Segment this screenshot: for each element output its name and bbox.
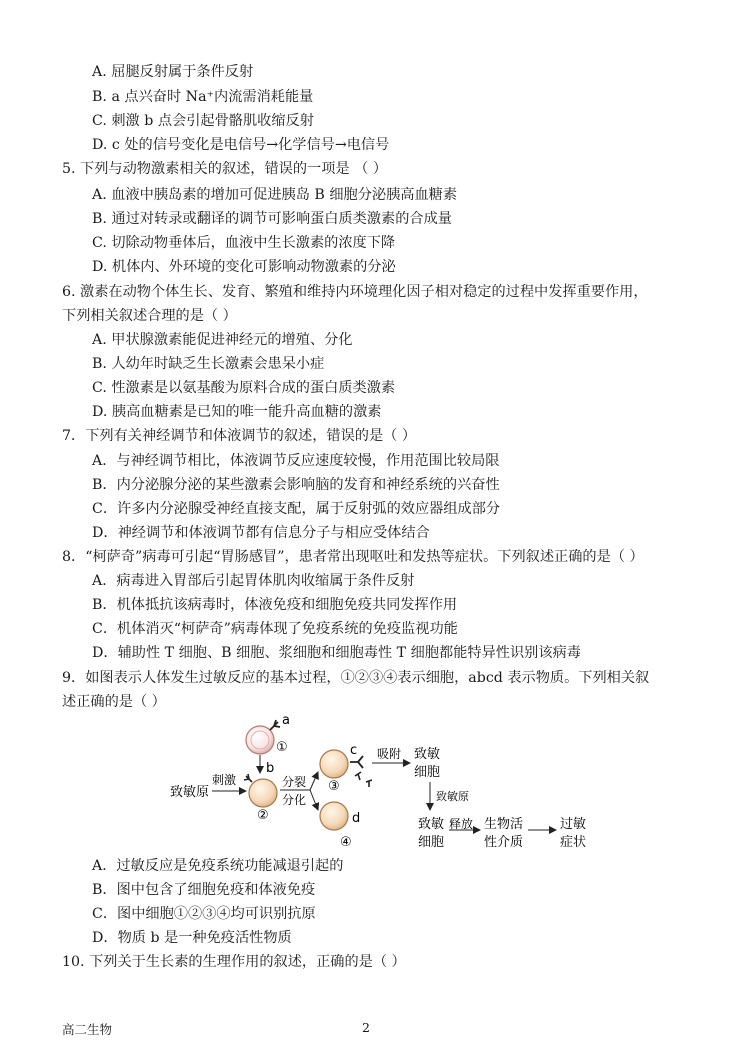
receptor-a-icon [270,720,280,730]
allergen-2-label: 致敏原 [436,790,469,803]
label-c: c [350,743,358,758]
q6-option-d: D. 胰高血糖素是已知的唯一能升高血糖的激素 [92,404,382,420]
q7-stem: 7．下列有关神经调节和体液调节的叙述，错误的是（ ） [62,428,417,444]
q8-option-c: C．机体消灭“柯萨奇”病毒体现了免疫系统的免疫监视功能 [92,621,458,637]
divide-label: 分裂 [282,775,307,789]
q6-option-a: A. 甲状腺激素能促进神经元的增殖、分化 [92,332,353,348]
q8-option-b: B．机体抵抗该病毒时，体液免疫和细胞免疫共同发挥作用 [92,597,458,613]
footer-page-number: 2 [362,1020,370,1035]
q5-stem: 5. 下列与动物激素相关的叙述，错误的一项是 （ ） [62,161,388,177]
q5-option-a: A. 血液中胰岛素的增加可促进胰岛 B 细胞分泌胰高血糖素 [92,187,458,203]
antibody-free-icon [355,772,372,787]
q7-option-d: D．神经调节和体液调节都有信息分子与相应受体结合 [92,525,430,541]
q9-option-a: A．过敏反应是免疫系统功能减退引起的 [92,858,344,874]
q5-option-c: C. 切除动物垂体后，血液中生长激素的浓度下降 [92,235,396,251]
q4-option-d: D. c 处的信号变化是电信号→化学信号→电信号 [92,137,390,153]
q9-stem-line2: 述正确的是（ ） [62,694,166,710]
label-d: d [352,811,361,826]
q4-option-c: C. 刺激 b 点会引起骨骼肌收缩反射 [92,113,314,129]
q8-option-d: D．辅助性 T 细胞、B 细胞、浆细胞和细胞毒性 T 细胞都能特异性识别该病毒 [92,645,581,661]
stimulate-label: 刺激 [212,773,237,787]
label-a: a [282,713,290,728]
sensitized-cell-b-line1: 致敏 [418,817,445,832]
adsorb-label: 吸附 [377,747,402,761]
sensitized-cell-line1: 致敏 [414,747,441,762]
cell-3 [320,750,348,778]
q5-option-b: B. 通过对转录或翻译的调节可影响蛋白质类激素的合成量 [92,211,452,227]
q5-option-d: D. 机体内、外环境的变化可影响动物激素的分泌 [92,259,396,275]
release-label: 释放 [449,817,474,831]
q4-option-a: A. 屈腿反射属于条件反射 [92,64,254,80]
q7-option-c: C．许多内分泌腺受神经直接支配，属于反射弧的效应器组成部分 [92,501,501,517]
q7-option-b: B．内分泌腺分泌的某些激素会影响脑的发育和神经系统的兴奋性 [92,477,500,493]
allergen-label: 致敏原 [170,785,210,800]
differentiate-label: 分化 [282,793,307,807]
q6-stem-line1: 6. 激素在动物个体生长、发育、繁殖和维持内环境理化因子相对稳定的过程中发挥重要作用， [62,284,648,300]
receptor-icon [244,774,252,782]
symptom-line2: 症状 [560,835,587,850]
bioactive-line2: 性介质 [484,835,524,850]
label-cell-2: ② [257,808,269,823]
q6-stem-line2: 下列相关叙述合理的是（ ） [62,308,237,324]
label-cell-3: ③ [328,779,340,794]
q8-stem: 8．“柯萨奇”病毒可引起“胃肠感冒”，患者常出现呕吐和发热等症状。下列叙述正确的是（ ） [62,549,644,565]
symptom-line1: 过敏 [560,817,587,832]
q9-option-b: B．图中包含了细胞免疫和体液免疫 [92,882,316,898]
cell-2 [249,779,277,807]
cell-1 [246,726,274,754]
q10-stem: 10. 下列关于生长素的生理作用的叙述，正确的是（ ） [62,954,406,970]
q9-option-c: C．图中细胞①②③④均可识别抗原 [92,906,316,922]
q9-stem-line1: 9．如图表示人体发生过敏反应的基本过程，①②③④表示细胞，abcd 表示物质。下列相关叙 [62,670,650,686]
sensitized-cell-line2: 细胞 [414,765,441,780]
cell-4 [320,802,348,830]
label-b: b [266,761,275,776]
q6-option-c: C. 性激素是以氨基酸为原料合成的蛋白质类激素 [92,380,396,396]
q7-option-a: A．与神经调节相比，体液调节反应速度较慢，作用范围比较局限 [92,453,500,469]
q8-option-a: A．病毒进入胃部后引起胃体肌肉收缩属于条件反射 [92,573,415,589]
q4-option-b: B. a 点兴奋时 Na⁺内流需消耗能量 [92,89,314,105]
sensitized-cell-b-line2: 细胞 [418,835,445,850]
footer-subject: 高二生物 [62,1022,113,1037]
label-cell-1: ① [276,740,288,755]
q6-option-b: B. 人幼年时缺乏生长激素会患呆小症 [92,356,325,372]
label-cell-4: ④ [340,835,352,850]
q9-option-d: D．物质 b 是一种免疫活性物质 [92,930,292,946]
bioactive-line1: 生物活 [484,817,524,832]
allergy-process-diagram [160,710,600,855]
